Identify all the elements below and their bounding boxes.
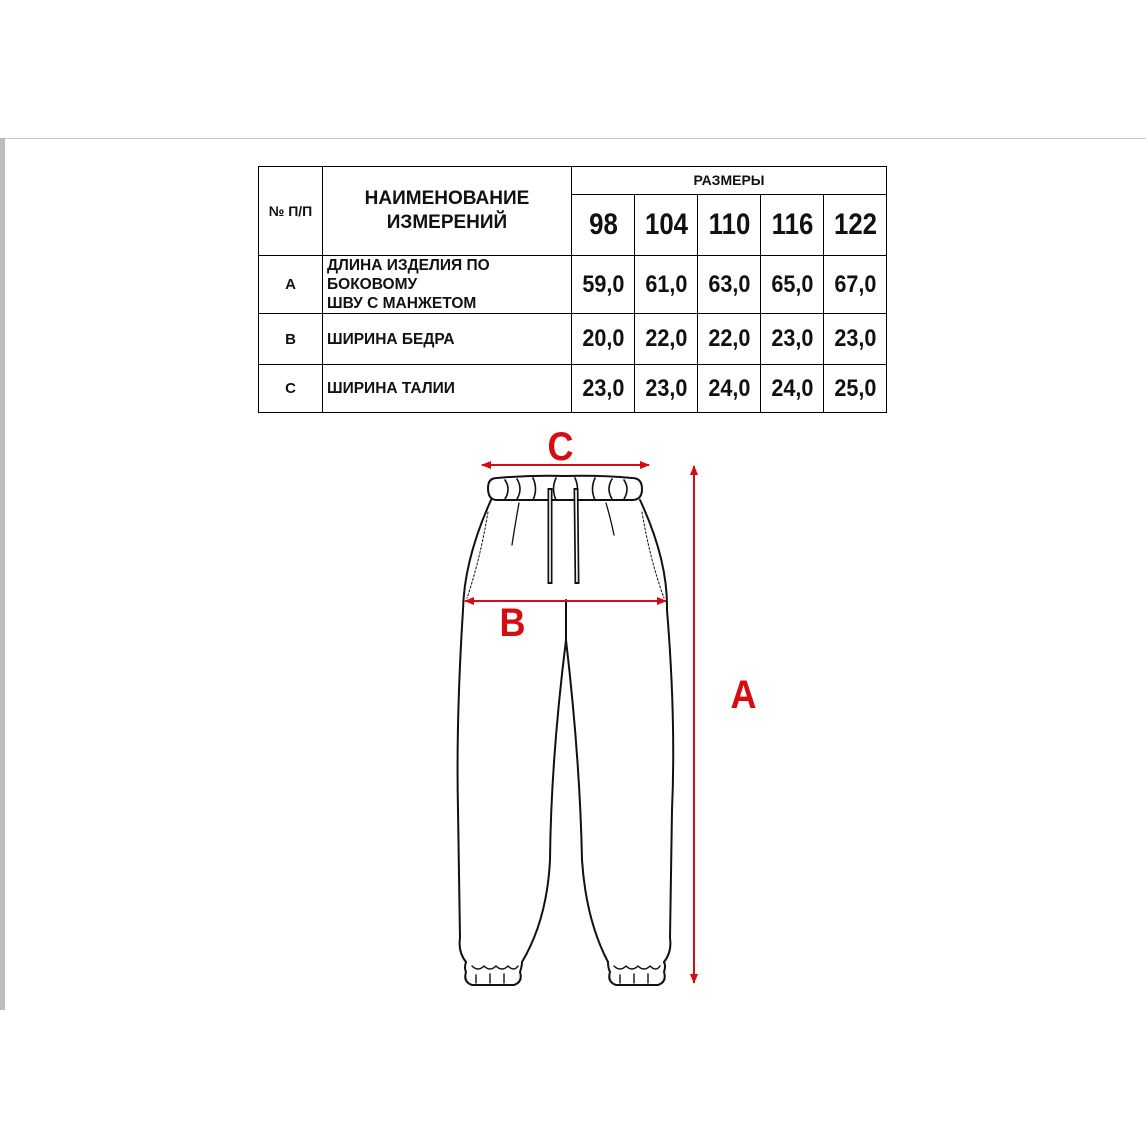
inseam [522,600,566,962]
row-measurement-name: ШИРИНА БЕДРА [323,314,572,365]
waistband [488,476,642,500]
row-value: 22,0 [635,314,698,365]
row-value: 61,0 [635,256,698,314]
size-header: 98 [576,194,630,255]
row-value: 23,0 [824,314,887,365]
row-value: 22,0 [698,314,761,365]
row-value: 23,0 [635,365,698,413]
measurement-header-line2: ИЗМЕРЕНИЙ [386,212,508,233]
row-value: 59,0 [572,256,635,314]
drawstring [550,488,577,584]
row-id: A [259,256,323,314]
row-id: B [259,314,323,365]
column-header-sizes: РАЗМЕРЫ [572,167,887,195]
dimension-label-a: A [730,673,757,717]
row-value: 24,0 [698,365,761,413]
row-value: 63,0 [698,256,761,314]
right-cuff [608,962,665,985]
right-leg [640,500,673,962]
pants-outline [458,476,674,985]
row-measurement-name: ШИРИНА ТАЛИИ [323,365,572,413]
waistband-gathers [505,478,627,500]
dimension-label-c: C [547,425,574,469]
row-name-line1: ДЛИНА ИЗДЕЛИЯ ПО БОКОВОМУ [327,257,490,293]
row-value: 24,0 [761,365,824,413]
size-header: 110 [702,194,756,255]
cuff-gathers [472,966,660,983]
size-header: 122 [828,194,882,255]
size-header: 104 [639,194,693,255]
row-value: 23,0 [572,365,635,413]
size-header: 116 [765,194,819,255]
dimension-label-b: B [499,601,526,645]
row-value: 65,0 [761,256,824,314]
dimension-lines [465,465,694,983]
inseam-right [566,640,608,962]
row-value: 20,0 [572,314,635,365]
measurement-header-line1: НАИМЕНОВАНИЕ [364,188,530,209]
left-cuff [465,962,522,985]
row-name-line2: ШВУ С МАНЖЕТОМ [327,295,477,312]
row-id: C [259,365,323,413]
left-leg [458,500,491,962]
column-header-number: № П/П [259,167,323,256]
row-value: 67,0 [824,256,887,314]
row-value: 23,0 [761,314,824,365]
row-value: 25,0 [824,365,887,413]
front-folds [512,503,614,545]
